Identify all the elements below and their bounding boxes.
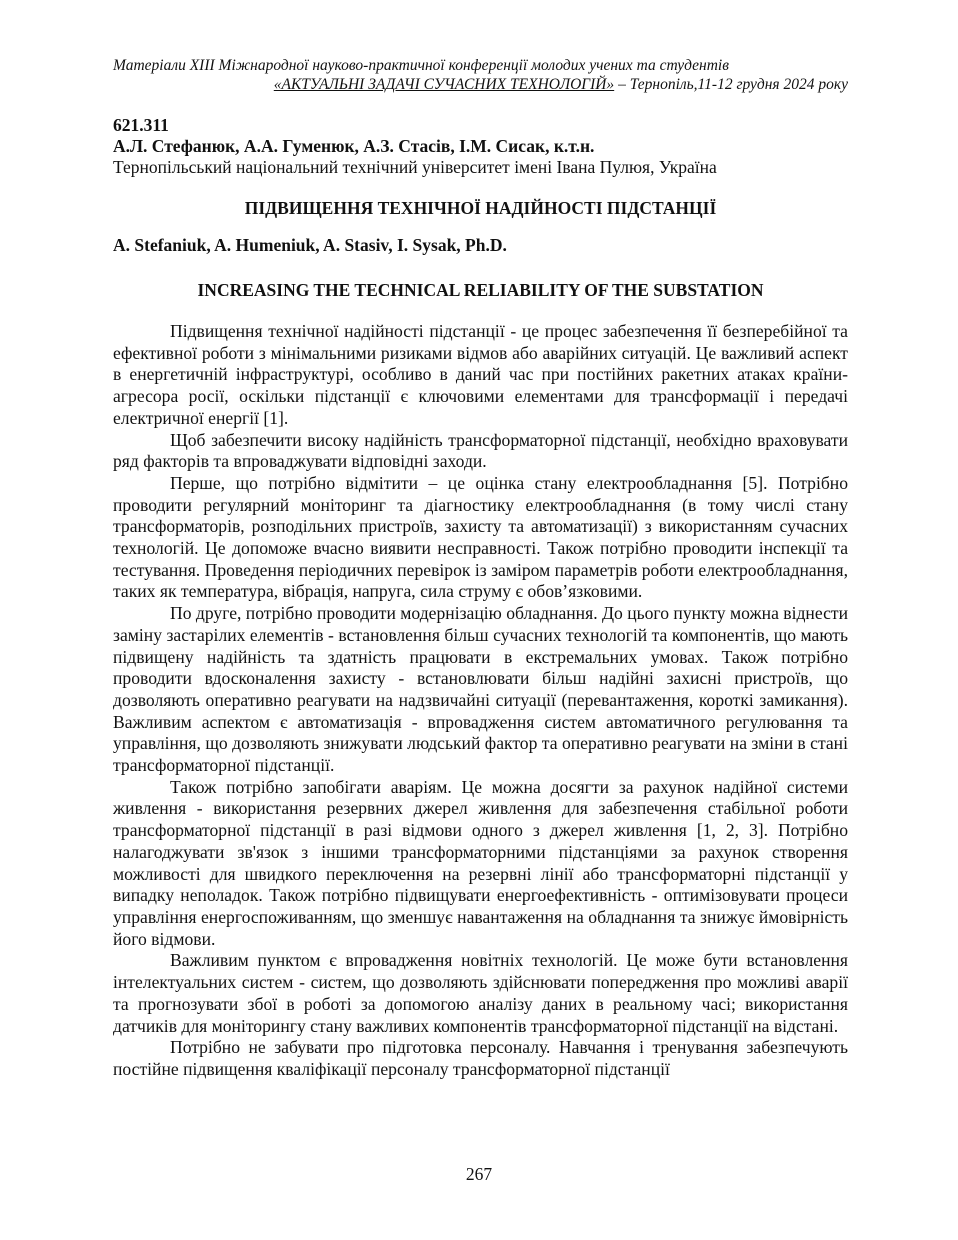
authors-ukrainian: А.Л. Стефанюк, А.А. Гуменюк, А.З. Стасів, І.М. Сисак, к.т.н. [113,136,595,156]
page-number: 267 [465,1164,493,1184]
affiliation: Тернопільський національний технічний університет імені Івана Пулюя, Україна [113,157,717,177]
paragraph: Потрібно не забувати про підготовка персоналу. Навчання і тренування забезпечують постійне підвищення кваліфікації персоналу трансформаторної підстанції [113,1037,848,1079]
paragraph: Перше, що потрібно відмітити – це оцінка стану електрообладнання [5]. Потрібно проводити регулярний моніторинг та діагностику електрообладнання (в тому числі стану трансформаторів, розподільних пристроїв, захисту та автоматизації) з використанням сучасних технологій. Це допоможе вчасно виявити несправності. Також потрібно проводити інспекції та тестування. Проведення періодичних перевірок із заміром параметрів роботи електрообладнання, таких як температура, вібрація, напруга, сила струму є обов’язковими. [113,472,848,602]
body-text [113,321,848,1081]
article-meta [113,115,848,178]
conference-title: «АКТУАЛЬНІ ЗАДАЧІ СУЧАСНИХ ТЕХНОЛОГІЙ» [273,76,615,93]
paragraph: По друге, потрібно проводити модернізацію обладнання. До цього пункту можна віднести заміну застарілих елементів - встановлення більш сучасних технологій та компонентів, що мають підвищену надійність та здатність працювати в екстремальних умовах. Також потрібно проводити вдосконалення захисту - встановлювати більш надійні захисні пристроїв, що дозволяють оперативно реагувати на надзвичайні ситуації (перевантаження, короткі замикання). Важливим аспектом є автоматизація - впровадження систем автоматичного регулювання та управління, що дозволяють знижувати людський фактор та оперативно реагувати на зміни в стані трансформаторної підстанції. [113,603,848,776]
paragraph: Важливим пунктом є впровадження новітніх технологій. Це може бути встановлення інтелектуальних систем - систем, що дозволяють здійснювати попередження про можливі аварії та прогнозувати збої в роботі за допомогою аналізу даних в реальному часі; використання датчиків для моніторингу стану важливих компонентів трансформаторної підстанції на відстані. [113,950,848,1036]
title-ukrainian: ПІДВИЩЕННЯ ТЕХНІЧНОЇ НАДІЙНОСТІ ПІДСТАНЦІЇ [244,198,717,218]
running-header [113,56,848,94]
udc-code: 621.311 [113,115,169,135]
conference-title-line [113,75,848,94]
title-english: INCREASING THE TECHNICAL RELIABILITY OF THE SUBSTATION [197,280,764,300]
authors-english: A. Stefaniuk, A. Humeniuk, A. Stasiv, I. Sysak, Ph.D. [113,235,507,255]
paragraph: Щоб забезпечити високу надійність трансформаторної підстанції, необхідно враховувати ряд факторів та впроваджувати відповідні заходи. [113,429,848,472]
paragraph: Підвищення технічної надійності підстанції - це процес забезпечення її безперебійної та ефективної роботи з мінімальними ризиками відмов або аварійних ситуацій. Це важливий аспект в енергетичній інфраструктурі, особливо в даний час при постійних ракетних атаках країни-агресора росії, оскільки підстанції є ключовими елементами для трансформації і передачі електричної енергії [1]. [113,321,848,428]
conference-name: Матеріали XIII Міжнародної науково-практичної конференції молодих учених та студентів [113,57,729,74]
paragraph: Також потрібно запобігати аваріям. Це можна досягти за рахунок надійної системи живлення - використання резервних джерел живлення для забезпечення стабільної роботи трансформаторної підстанції в разі відмови одного з джерел живлення [1, 2, 3]. Потрібно налагоджувати зв'язок з іншими трансформаторними підстанціями за рахунок створення можливості для швидкого переключення на резервні лінії або трансформаторні підстанції у випадку неполадок. Також потрібно підвищувати енергоефективність - оптимізовувати процеси управління енергоспоживанням, що зменшує навантаження на обладнання та знижує ймовірність його відмови. [113,776,848,949]
conference-place-date: – Тернопіль,11-12 грудня 2024 року [614,76,848,93]
